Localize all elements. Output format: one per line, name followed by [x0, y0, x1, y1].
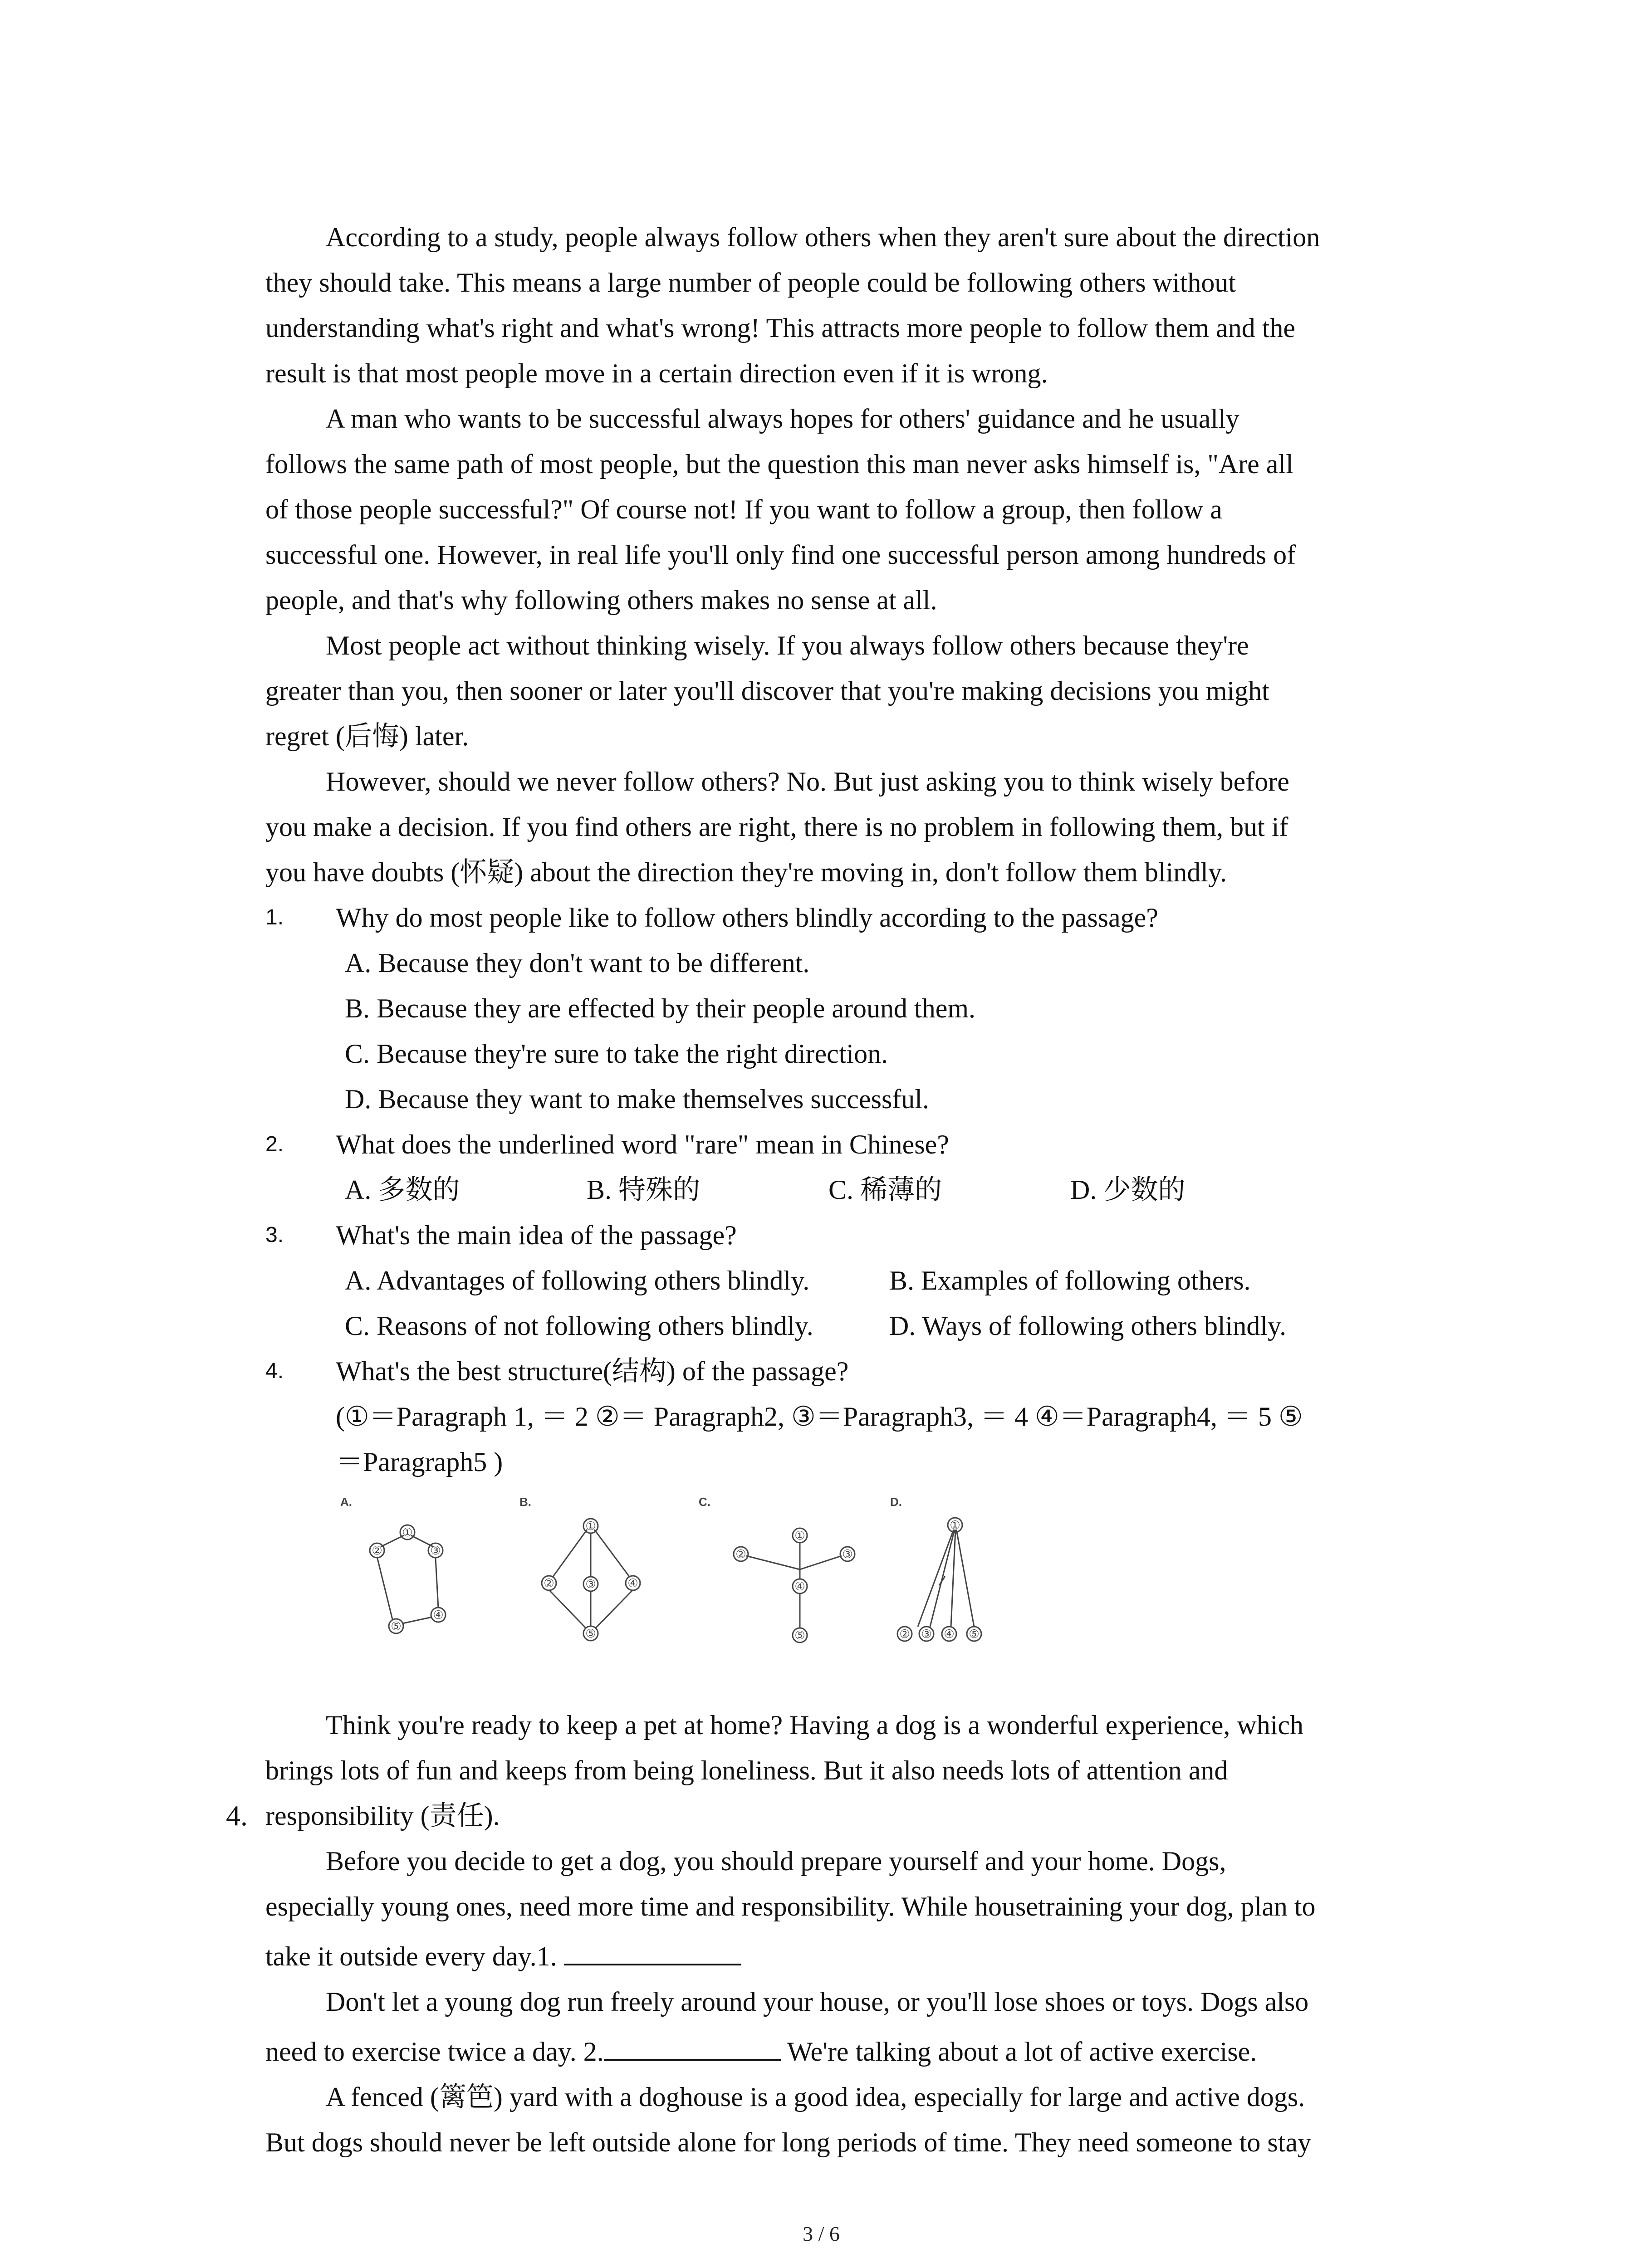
text-line: According to a study, people always follow others when they aren't sure about the direction — [326, 222, 1320, 252]
question-number: 2. — [265, 1132, 284, 1156]
svg-text:②: ② — [899, 1627, 910, 1641]
diagram-b-label: B. — [519, 1495, 531, 1509]
option-a: A. Advantages of following others blindly. — [345, 1266, 810, 1295]
question-number: 1. — [265, 905, 284, 929]
option-b: B. Because they are effected by their people around them. — [345, 993, 975, 1023]
question-number: 3. — [265, 1223, 284, 1247]
text-line-with-blank-2 — [265, 2029, 1257, 2074]
svg-text:④: ④ — [944, 1627, 955, 1641]
text-line: need to exercise twice a day. 2. — [265, 2037, 604, 2067]
question-number: 4. — [265, 1359, 284, 1383]
text-line: you make a decision. If you find others are right, there is no problem in following them, but if — [265, 812, 1288, 842]
text-line: Think you're ready to keep a pet at home? Having a dog is a wonderful experience, which — [326, 1710, 1304, 1740]
question-stem: What's the best structure(结构) of the passage? — [336, 1356, 849, 1386]
text-line: take it outside every day.1. — [265, 1941, 557, 1971]
option-a: A. Because they don't want to be different. — [345, 948, 810, 978]
text-line: A fenced (篱笆) yard with a doghouse is a good idea, especially for large and active dogs. — [326, 2082, 1305, 2112]
question-stem: Why do most people like to follow others blindly according to the passage? — [336, 903, 1158, 933]
svg-text:⑤: ⑤ — [391, 1619, 402, 1633]
section-number: 4. — [226, 1799, 248, 1832]
option-d: D. Ways of following others blindly. — [889, 1311, 1287, 1341]
svg-text:⑤: ⑤ — [585, 1627, 596, 1640]
option-c: C. Because they're sure to take the right direction. — [345, 1039, 888, 1069]
text-line: We're talking about a lot of active exercise. — [787, 2037, 1257, 2067]
text-line: especially young ones, need more time and responsibility. While housetraining your dog, plan to — [265, 1892, 1316, 1921]
diagram-c-nodes — [734, 1528, 855, 1642]
diagram-a-label: A. — [340, 1495, 352, 1509]
text-line: result is that most people move in a certain direction even if it is wrong. — [265, 358, 1048, 388]
option-a: A. 多数的 — [345, 1175, 460, 1205]
diagram-d-label: D. — [890, 1495, 902, 1509]
diagram-c-label: C. — [699, 1495, 710, 1509]
option-c: C. Reasons of not following others blindly. — [345, 1311, 813, 1341]
option-c: C. 稀薄的 — [828, 1175, 942, 1205]
option-d: D. 少数的 — [1070, 1175, 1185, 1205]
svg-text:⑤: ⑤ — [794, 1628, 805, 1642]
svg-text:③: ③ — [585, 1577, 596, 1591]
svg-text:②: ② — [372, 1544, 382, 1557]
text-line: A man who wants to be successful always hopes for others' guidance and he usually — [326, 404, 1239, 434]
text-line: understanding what's right and what's wrong! This attracts more people to follow them and the — [265, 313, 1296, 343]
page-number: 3 / 6 — [803, 2222, 840, 2245]
text-line: of those people successful?" Of course not! If you want to follow a group, then follow a — [265, 494, 1222, 524]
text-line: Most people act without thinking wisely. If you always follow others because they're — [326, 631, 1249, 660]
text-line: you have doubts (怀疑) about the direction they're moving in, don't follow them blindly. — [265, 857, 1227, 887]
option-b: B. Examples of following others. — [889, 1266, 1251, 1295]
diagram-a-nodes — [370, 1525, 446, 1633]
question-note-line: (①＝Paragraph 1, ＝ 2 ②＝ Paragraph2, ③＝Paragraph3, ＝ 4 ④＝Paragraph4, ＝ 5 ⑤ — [336, 1402, 1303, 1432]
svg-text:③: ③ — [921, 1627, 932, 1641]
text-line: However, should we never follow others? No. But just asking you to think wisely before — [326, 767, 1289, 797]
answer-blank-1[interactable] — [564, 1941, 741, 1965]
svg-text:③: ③ — [842, 1547, 853, 1561]
text-line: follows the same path of most people, but the question this man never asks himself is, "Are all — [265, 449, 1293, 479]
text-line: Don't let a young dog run freely around your house, or you'll lose shoes or toys. Dogs also — [326, 1987, 1309, 2017]
svg-text:①: ① — [585, 1519, 596, 1533]
svg-text:④: ④ — [433, 1608, 444, 1622]
question-stem: What does the underlined word "rare" mean in Chinese? — [336, 1129, 949, 1159]
svg-text:④: ④ — [794, 1579, 805, 1593]
option-b: B. 特殊的 — [587, 1175, 700, 1205]
svg-text:④: ④ — [627, 1576, 638, 1590]
text-line: responsibility (责任). — [265, 1801, 500, 1831]
text-line: they should take. This means a large number of people could be following others without — [265, 268, 1236, 298]
text-line: successful one. However, in real life you'll only find one successful person among hundreds of — [265, 540, 1296, 570]
text-line: brings lots of fun and keeps from being loneliness. But it also needs lots of attention and — [265, 1755, 1228, 1785]
svg-text:⑤: ⑤ — [969, 1627, 980, 1641]
svg-text:①: ① — [402, 1525, 413, 1539]
structure-diagrams — [336, 1492, 1062, 1660]
svg-text:②: ② — [735, 1547, 746, 1561]
svg-text:①: ① — [950, 1518, 960, 1532]
text-line: regret (后悔) later. — [265, 721, 469, 751]
svg-text:②: ② — [544, 1576, 554, 1590]
question-stem: What's the main idea of the passage? — [336, 1220, 737, 1250]
text-line: people, and that's why following others makes no sense at all. — [265, 585, 937, 615]
question-note-line: ＝Paragraph5 ) — [336, 1447, 503, 1477]
text-line: But dogs should never be left outside alone for long periods of time. They need someone to stay — [265, 2127, 1312, 2157]
text-line-with-blank-1 — [265, 1934, 741, 1979]
diagram-d-nodes — [897, 1518, 981, 1641]
text-line: Before you decide to get a dog, you should prepare yourself and your home. Dogs, — [326, 1846, 1226, 1876]
text-line: greater than you, then sooner or later you'll discover that you're making decisions you might — [265, 676, 1269, 706]
option-d: D. Because they want to make themselves successful. — [345, 1084, 929, 1114]
answer-blank-2[interactable] — [604, 2036, 781, 2061]
svg-text:①: ① — [794, 1529, 805, 1542]
svg-text:③: ③ — [430, 1544, 441, 1557]
